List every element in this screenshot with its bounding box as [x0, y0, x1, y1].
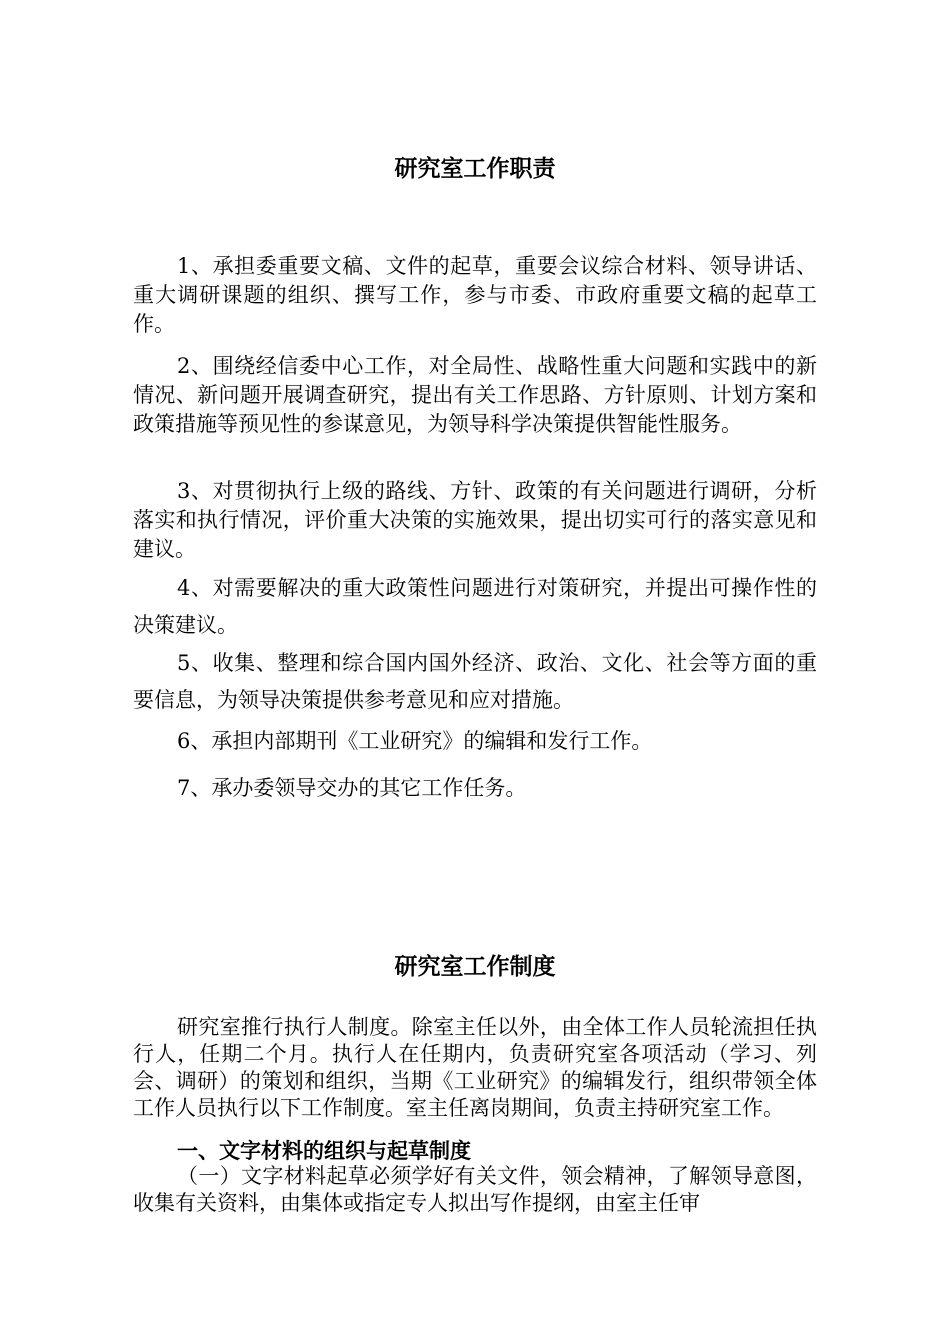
duty-item-2: 2、围绕经信委中心工作，对全局性、战略性重大问题和实践中的新情况、新问题开展调查研究，提出有关工作思路、方针原则、计划方案和政策措施等预见性的参谋意见，为领导科学决策提供智能性服务。	[133, 354, 817, 436]
duty-item-6: 6、承担内部期刊《工业研究》的编辑和发行工作。	[177, 729, 653, 753]
section-title-rules: 研究室工作制度	[394, 953, 556, 980]
duty-item-3: 3、对贯彻执行上级的路线、方针、政策的有关问题进行调研，分析落实和执行情况，评价重大决策的实施效果，提出切实可行的落实意见和建议。	[133, 479, 817, 561]
duty-item-7: 7、承办委领导交办的其它工作任务。	[177, 776, 527, 800]
section-title-duties: 研究室工作职责	[394, 155, 556, 182]
duty-item-5: 5、收集、整理和综合国内国外经济、政治、文化、社会等方面的重要信息，为领导决策提供参考意见和应对措施。	[133, 651, 817, 712]
duty-item-4: 4、对需要解决的重大政策性问题进行对策研究，并提出可操作性的决策建议。	[133, 576, 817, 637]
rules-intro: 研究室推行执行人制度。除室主任以外，由全体工作人员轮流担任执行人，任期二个月。执行人在任期内，负责研究室各项活动（学习、列会、调研）的策划和组织，当期《工业研究》的编辑发行，组织带领全体工作人员执行以下工作制度。室主任离岗期间，负责主持研究室工作。	[133, 1015, 817, 1120]
rules-subheading-1: 一、文字材料的组织与起草制度	[177, 1138, 471, 1163]
duty-item-1: 1、承担委重要文稿、文件的起草，重要会议综合材料、领导讲话、重大调研课题的组织、撰写工作，参与市委、市政府重要文稿的起草工作。	[133, 254, 817, 336]
rules-sub-para-1: （一）文字材料起草必须学好有关文件，领会精神，了解领导意图，收集有关资料，由集体或指定专人拟出写作提纲，由室主任审	[133, 1164, 817, 1215]
